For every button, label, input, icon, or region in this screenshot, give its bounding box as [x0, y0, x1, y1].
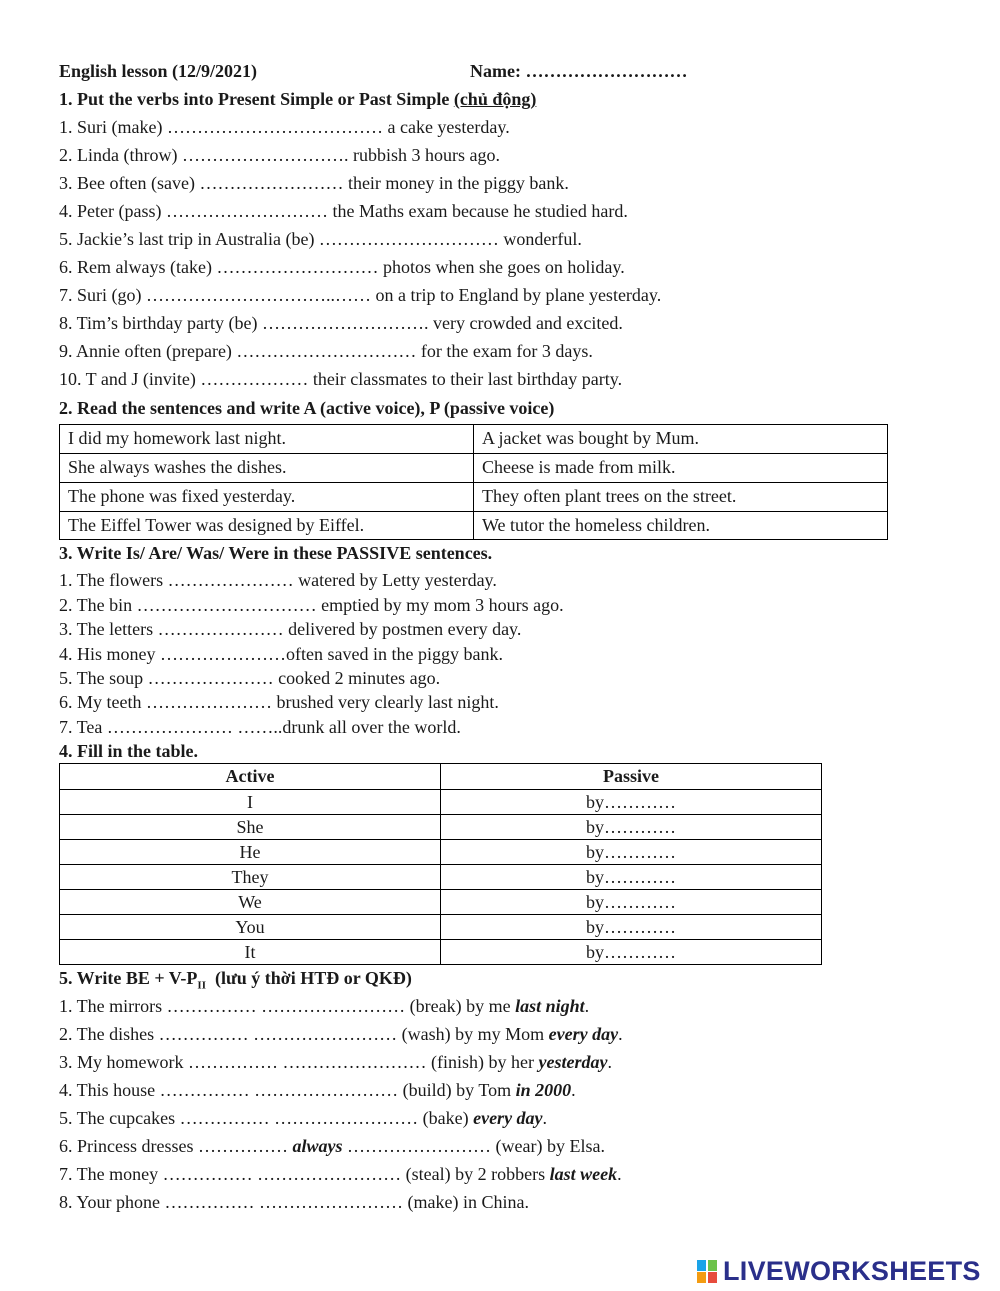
- voice-table-row: [60, 453, 887, 483]
- item-text: 1. The mirrors …………… …………………… (break) by me: [59, 996, 516, 1016]
- section3-item-1: 1. The flowers ………………… watered by Letty yesterday.: [59, 570, 497, 590]
- voice-cell: A jacket was bought by Mum.: [482, 428, 699, 448]
- passive-cell: by…………: [586, 892, 676, 912]
- active-cell: You: [235, 917, 265, 937]
- passive-cell: by…………: [586, 867, 676, 887]
- item-emphasis: last week: [549, 1164, 618, 1184]
- item-text-end: .: [617, 1164, 622, 1184]
- voice-table-row: [60, 482, 887, 512]
- section5-item-4: [59, 1079, 576, 1101]
- active-cell: I: [247, 792, 253, 812]
- section5-item-2: [59, 1023, 623, 1045]
- item-text: 6. Princess dresses ……………: [59, 1136, 293, 1156]
- section1-item-5: 5. Jackie’s last trip in Australia (be) ………………………… wonderful.: [59, 229, 582, 249]
- section2-title: 2. Read the sentences and write A (active voice), P (passive voice): [59, 398, 555, 418]
- voice-cell: They often plant trees on the street.: [482, 486, 737, 506]
- section5-title: [59, 967, 412, 992]
- fill-table-row: [60, 939, 821, 965]
- fill-table-row: [60, 839, 821, 865]
- section5-title-note: (lưu ý thời HTĐ or QKĐ): [214, 968, 412, 988]
- voice-cell: She always washes the dishes.: [68, 457, 287, 477]
- fill-table-row: [60, 889, 821, 915]
- section5-item-7: [59, 1163, 622, 1185]
- item-text-end: .: [584, 996, 590, 1016]
- active-cell: She: [236, 817, 264, 837]
- voice-table-row: [60, 425, 887, 454]
- item-text: 3. My homework …………… …………………… (finish) by her: [59, 1052, 539, 1072]
- item-text: 8. Your phone …………… …………………… (make) in China.: [59, 1192, 529, 1212]
- section5-title-sub: II: [197, 979, 206, 992]
- section5-item-5: [59, 1107, 547, 1129]
- passive-cell: by…………: [586, 942, 676, 962]
- section1-item-4: 4. Peter (pass) ……………………… the Maths exam because he studied hard.: [59, 201, 628, 221]
- item-text-end: .: [571, 1080, 576, 1100]
- item-emphasis: every day: [548, 1024, 619, 1044]
- passive-cell: by…………: [586, 817, 676, 837]
- fill-table-row: [60, 864, 821, 890]
- voice-table-row: [60, 511, 887, 541]
- item-text-end: .: [542, 1108, 548, 1128]
- section1-item-6: 6. Rem always (take) ……………………… photos when she goes on holiday.: [59, 257, 625, 277]
- item-text: 2. The dishes …………… …………………… (wash) by my Mom: [59, 1024, 549, 1044]
- section1-item-9: 9. Annie often (prepare) ………………………… for the exam for 3 days.: [59, 341, 593, 361]
- section5-item-3: [59, 1051, 612, 1073]
- section4-title: 4. Fill in the table.: [59, 741, 198, 761]
- section3-item-5: 5. The soup ………………… cooked 2 minutes ago.: [59, 668, 441, 688]
- voice-cell: The Eiffel Tower was designed by Eiffel.: [68, 515, 365, 535]
- item-emphasis: always: [292, 1136, 343, 1156]
- fill-table: [59, 763, 822, 965]
- section1-title-note: (chủ động): [453, 89, 537, 109]
- item-emphasis: yesterday: [538, 1052, 608, 1072]
- item-text-end: .: [607, 1052, 612, 1072]
- section1-item-10: 10. T and J (invite) ……………… their classmates to their last birthday party.: [59, 369, 623, 389]
- section5-item-6: [59, 1135, 605, 1157]
- section3-item-7: 7. Tea ………………… ……..drunk all over the world.: [59, 717, 461, 737]
- fill-table-header-passive: Passive: [603, 766, 659, 786]
- section3-item-3: 3. The letters ………………… delivered by postmen every day.: [59, 619, 522, 639]
- section3-title: 3. Write Is/ Are/ Was/ Were in these PASSIVE sentences.: [59, 543, 493, 563]
- voice-table: [59, 424, 888, 540]
- section5-item-8: [59, 1191, 529, 1213]
- item-text-end: .: [618, 1024, 623, 1044]
- fill-table-header-row: [60, 764, 821, 789]
- passive-cell: by…………: [586, 842, 676, 862]
- section1-title: [59, 88, 536, 110]
- section1-title-text: 1. Put the verbs into Present Simple or Past Simple: [59, 89, 450, 109]
- item-text: 7. The money …………… …………………… (steal) by 2 robbers: [59, 1164, 550, 1184]
- item-text-end: …………………… (wear) by Elsa.: [342, 1136, 605, 1156]
- item-emphasis: in 2000: [515, 1080, 572, 1100]
- active-cell: He: [239, 842, 261, 862]
- section3-item-2: 2. The bin ………………………… emptied by my mom 3 hours ago.: [59, 595, 564, 615]
- section5-item-1: [59, 995, 589, 1017]
- logo-blocks-icon: [697, 1258, 719, 1284]
- liveworksheets-logo: [697, 1255, 981, 1287]
- section1-item-1: 1. Suri (make) ……………………………… a cake yesterday.: [59, 117, 510, 137]
- voice-cell: I did my homework last night.: [68, 428, 286, 448]
- section3-item-4: 4. His money …………………often saved in the piggy bank.: [59, 644, 503, 664]
- active-cell: It: [244, 942, 256, 962]
- item-text: 5. The cupcakes …………… …………………… (bake): [59, 1108, 474, 1128]
- active-cell: They: [231, 867, 269, 887]
- fill-table-header-active: Active: [225, 766, 275, 786]
- item-emphasis: last night: [515, 996, 585, 1016]
- logo-text: LIVEWORKSHEETS: [723, 1255, 981, 1286]
- section1-item-8: 8. Tim’s birthday party (be) ………………………. very crowded and excited.: [59, 313, 623, 333]
- passive-cell: by…………: [586, 917, 676, 937]
- section1-item-7: 7. Suri (go) …………………………..…… on a trip to England by plane yesterday.: [59, 285, 662, 305]
- active-cell: We: [238, 892, 262, 912]
- fill-table-row: [60, 914, 821, 940]
- lesson-title: English lesson (12/9/2021): [59, 61, 258, 81]
- section3-item-6: 6. My teeth ………………… brushed very clearly last night.: [59, 692, 499, 712]
- fill-table-row: [60, 789, 821, 815]
- section1-item-3: 3. Bee often (save) …………………… their money in the piggy bank.: [59, 173, 569, 193]
- item-emphasis: every day: [473, 1108, 543, 1128]
- passive-cell: by…………: [586, 792, 676, 812]
- voice-cell: We tutor the homeless children.: [482, 515, 710, 535]
- voice-cell: The phone was fixed yesterday.: [68, 486, 296, 506]
- fill-table-row: [60, 814, 821, 840]
- name-label: Name: ………………………: [470, 61, 688, 81]
- item-text: 4. This house …………… …………………… (build) by Tom: [59, 1080, 516, 1100]
- section5-title-main: 5. Write BE + V-P: [59, 968, 198, 988]
- voice-cell: Cheese is made from milk.: [482, 457, 676, 477]
- section1-item-2: 2. Linda (throw) ………………………. rubbish 3 hours ago.: [59, 145, 500, 165]
